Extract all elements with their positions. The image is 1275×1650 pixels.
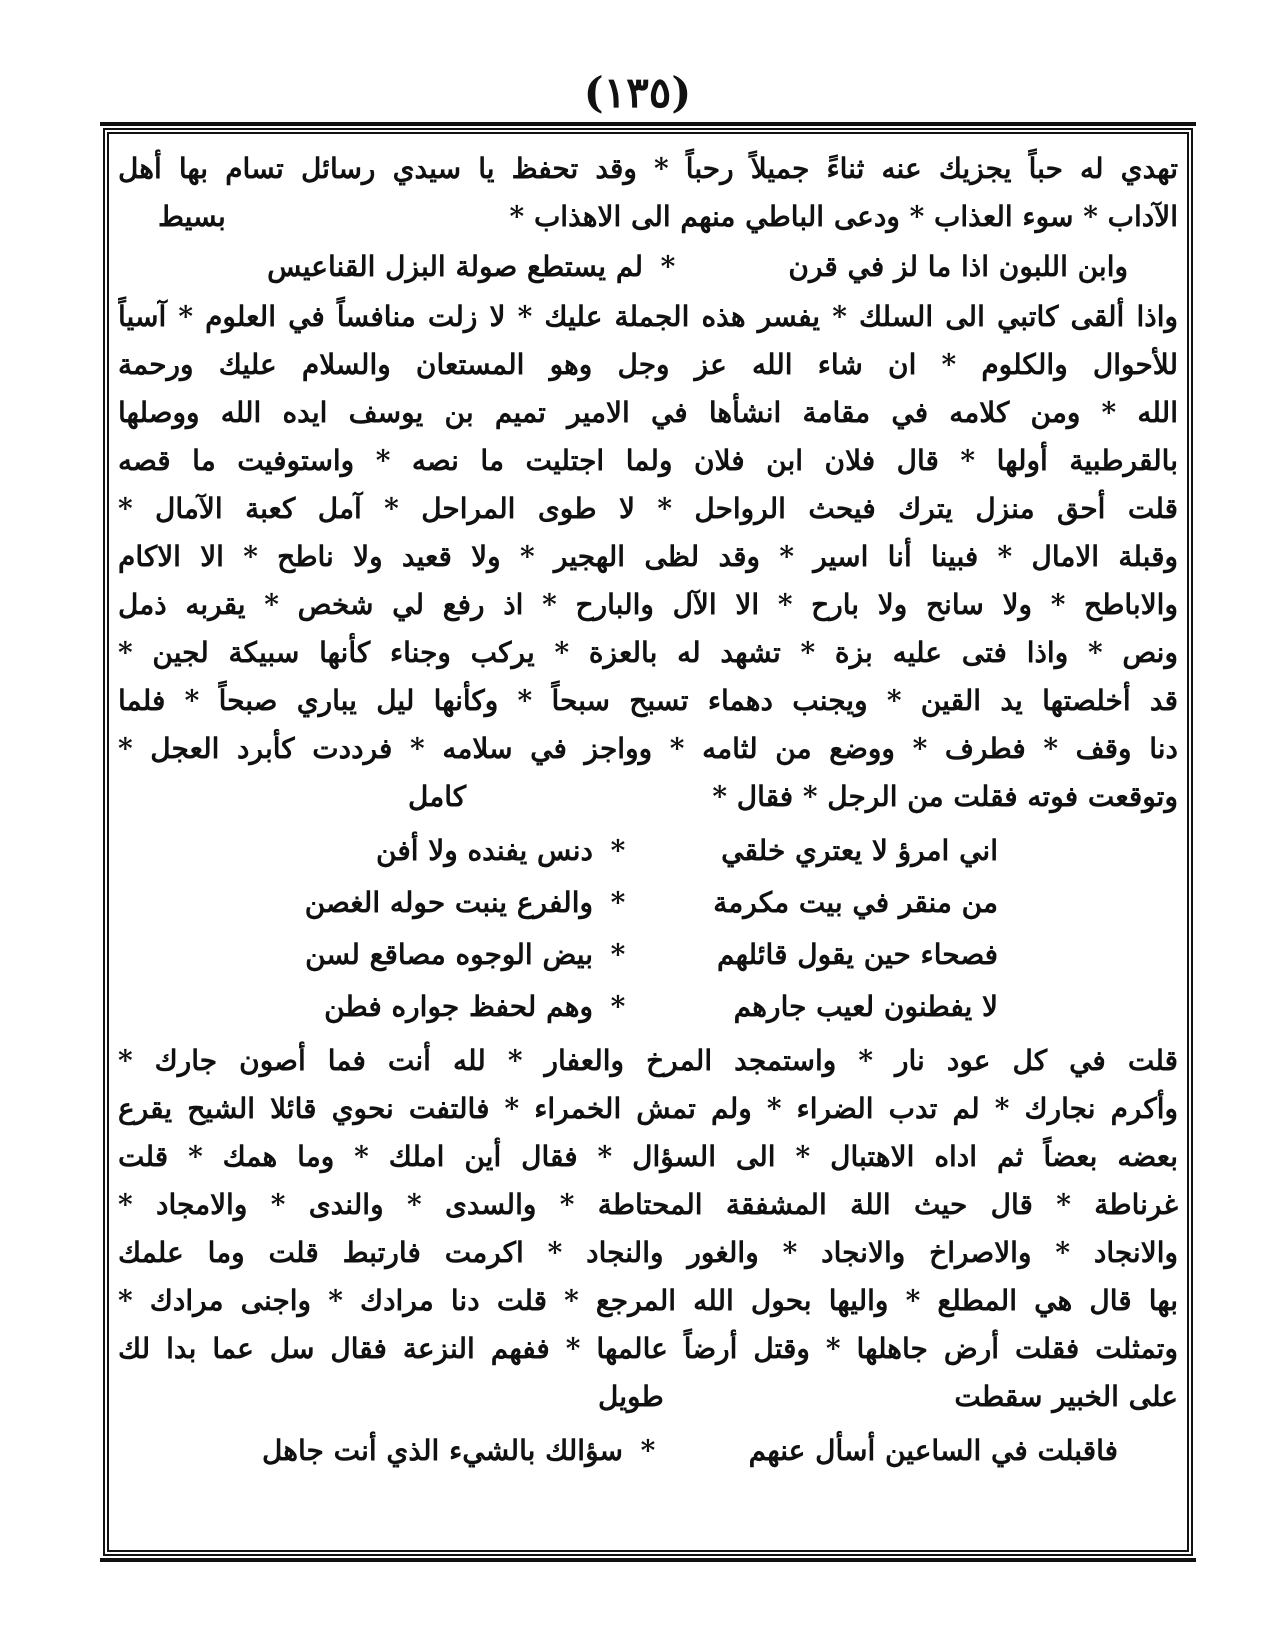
- text-line-17: غرناطة * قال حيث اللة المشفقة المحتاطة * والسدى * والندى * والامجاد *: [118, 1188, 1178, 1221]
- verse-separator: *: [610, 886, 626, 919]
- verse-separator: *: [610, 990, 626, 1023]
- meter-tawil: طويل: [598, 1380, 664, 1413]
- verse-second: والفرع ينبت حوله الغصن: [304, 886, 593, 919]
- text-line-11: قد أخلصتها يد القين * ويجنب دهماء تسبح سبحاً * وكأنها ليل يباري صبحاً * فلما: [118, 684, 1178, 717]
- verse-tawil-second: سؤالك بالشيء الذي أنت جاهل: [262, 1434, 623, 1467]
- text-line-21: على الخبير سقطت: [954, 1380, 1178, 1413]
- text-line-10: ونص * واذا فتى عليه بزة * تشهد له بالعزة * يركب وجناء كأنها سبيكة لجين *: [118, 636, 1178, 669]
- verse-first: من منقر في بيت مكرمة: [713, 886, 998, 919]
- verse-first: فصحاء حين يقول قائلهم: [716, 938, 998, 971]
- page-number: (١٣٥): [583, 68, 692, 117]
- text-line-4: للأحوال والكلوم * ان شاء الله عز وجل وهو المستعان والسلام عليك ورحمة: [118, 348, 1178, 381]
- text-line-14: قلت في كل عود نار * واستمجد المرخ والعفار * لله أنت فما أصون جارك *: [118, 1044, 1178, 1077]
- verse-second: دنس يفنده ولا أفن: [376, 834, 593, 867]
- meter-basit: بسيط: [158, 200, 226, 233]
- verse-tawil: [158, 1425, 1118, 1477]
- text-line-2: الآداب * سوء العذاب * ودعى الباطي منهم الى الاهذاب *: [509, 200, 1178, 233]
- verse-basit-second: لم يستطع صولة البزل القناعيس: [267, 250, 643, 283]
- verse-kamil-1: [238, 825, 998, 877]
- verse-second: وهم لحفظ جواره فطن: [324, 990, 593, 1023]
- text-line-3: واذا ألقى كاتبي الى السلك * يفسر هذه الجملة عليك * لا زلت منافساً في العلوم * آسياً: [118, 300, 1178, 333]
- text-line-16: بعضه بعضاً ثم اداه الاهتبال * الى السؤال * فقال أين املك * وما همك * قلت: [118, 1140, 1178, 1173]
- text-line-18: والانجاد * والاصراخ والانجاد * والغور والنجاد * اكرمت فارتبط قلت وما علمك: [118, 1236, 1178, 1269]
- verse-first: اني امرؤ لا يعتري خلقي: [721, 834, 998, 867]
- text-line-19: بها قال هي المطلع * واليها بحول الله المرجع * قلت دنا مرادك * واجنى مرادك *: [118, 1284, 1178, 1317]
- text-line-5: الله * ومن كلامه في مقامة انشأها في الامير تميم بن يوسف ايده الله ووصلها: [118, 396, 1178, 429]
- verse-kamil-2: [238, 877, 998, 929]
- verse-kamil-4: [238, 981, 998, 1033]
- verse-separator: *: [610, 938, 626, 971]
- text-line-7: قلت أحق منزل يترك فيحث الرواحل * لا طوى المراحل * آمل كعبة الآمال *: [118, 492, 1178, 525]
- verse-first: لا يفطنون لعيب جارهم: [733, 990, 998, 1023]
- text-line-1: تهدي له حباً يجزيك عنه ثناءً جميلاً رحباً * وقد تحفظ يا سيدي رسائل تسام بها أهل: [118, 152, 1178, 185]
- meter-kamil: كامل: [408, 780, 467, 813]
- text-line-8: وقبلة الامال * فبينا أنا اسير * وقد لظى الهجير * ولا قعيد ولا ناطح * الا الاكام: [118, 540, 1178, 573]
- top-rule: [100, 122, 1196, 126]
- verse-second: بيض الوجوه مصاقع لسن: [305, 938, 593, 971]
- verse-basit-first: وابن اللبون اذا ما لز في قرن: [788, 250, 1128, 283]
- text-line-9: والاباطح * ولا سانح ولا بارح * الا الآل والبارح * اذ رفع لي شخص * يقربه ذمل: [118, 588, 1178, 621]
- verse-separator: *: [640, 1434, 656, 1467]
- text-line-12: دنا وقف * فطرف * ووضع من لثامه * وواجز في سلامه * فرددت كأبرد العجل *: [118, 732, 1178, 765]
- verse-basit: [168, 241, 1128, 293]
- bottom-rule: [100, 1558, 1196, 1562]
- text-line-13: وتوقعت فوته فقلت من الرجل * فقال *: [712, 780, 1178, 813]
- text-line-20: وتمثلت فقلت أرض جاهلها * وقتل أرضاً عالمها * ففهم النزعة فقال سل عما بدا لك: [118, 1332, 1178, 1365]
- verse-separator: *: [610, 834, 626, 867]
- verse-kamil-3: [238, 929, 998, 981]
- verse-tawil-first: فاقبلت في الساعين أسأل عنهم: [748, 1434, 1118, 1467]
- verse-separator: *: [660, 250, 676, 283]
- text-line-15: وأكرم نجارك * لم تدب الضراء * ولم تمش الخمراء * فالتفت نحوي قائلا الشيح يقرع: [118, 1092, 1178, 1125]
- text-line-6: بالقرطبية أولها * قال فلان ابن فلان ولما اجتليت ما نصه * واستوفيت ما قصه: [118, 444, 1178, 477]
